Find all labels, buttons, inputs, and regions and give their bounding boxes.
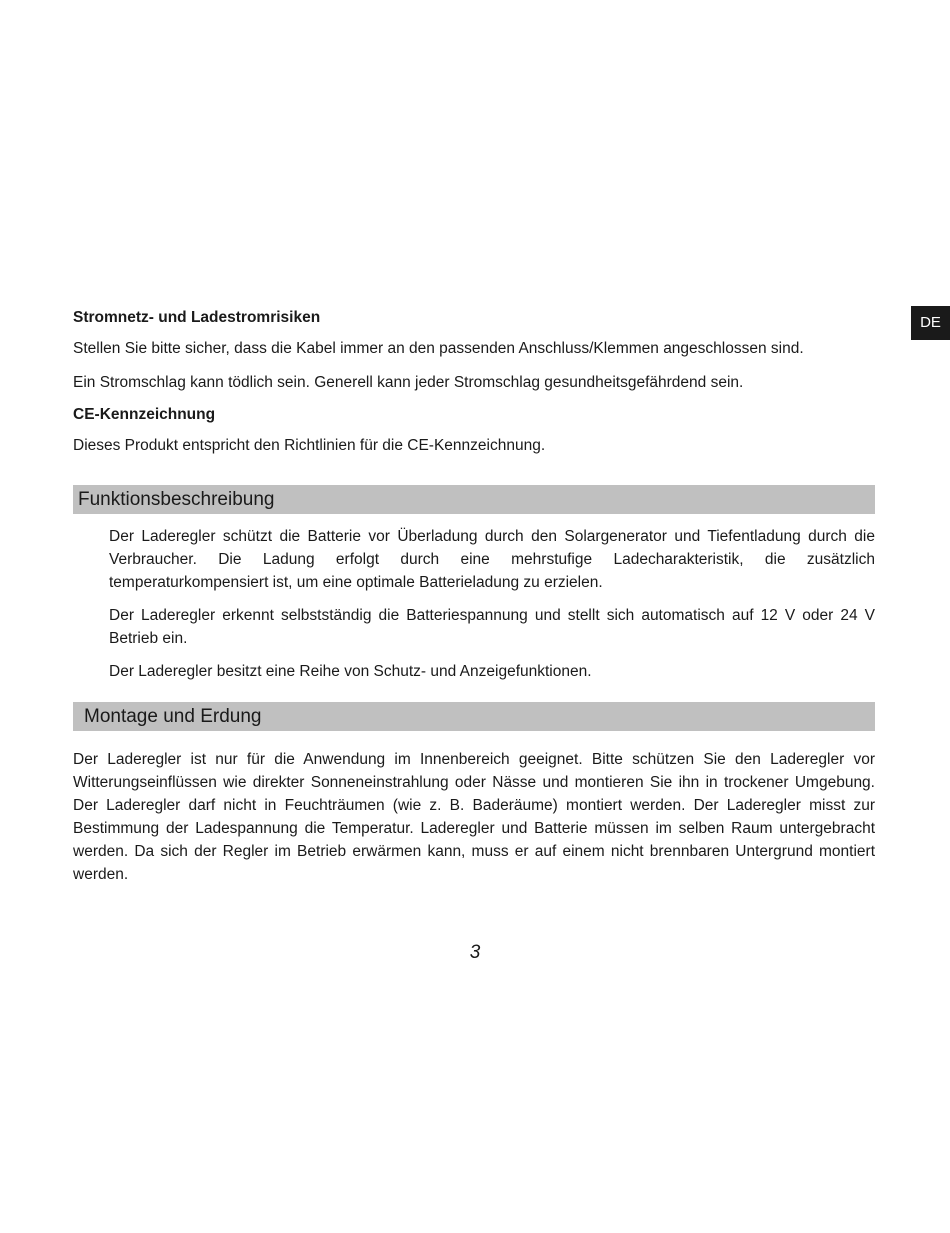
heading-ce: CE-Kennzeichnung [73, 406, 216, 423]
page-content [73, 306, 875, 897]
paragraph-ce: Dieses Produkt entspricht den Richtlinien für die CE-Kennzeichnung. [73, 437, 546, 454]
section-body-montage [73, 748, 875, 886]
paragraph-funktion-3: Der Laderegler besitzt eine Reihe von Schutz- und Anzeigefunktionen. [109, 663, 592, 680]
paragraph-kabel: Stellen Sie bitte sicher, dass die Kabel immer an den passenden Anschluss/Klemmen angeschlossen sind. [73, 340, 804, 357]
page-number: 3 [469, 942, 481, 963]
paragraph-stromschlag: Ein Stromschlag kann tödlich sein. Generell kann jeder Stromschlag gesundheitsgefährdend sein. [73, 374, 744, 391]
section-title-funktionsbeschreibung: Funktionsbeschreibung [73, 485, 875, 514]
heading-stromnetz: Stromnetz- und Ladestromrisiken [73, 309, 321, 326]
paragraph-funktion-2: Der Laderegler erkennt selbstständig die Batteriespannung und stellt sich automatisch auf 12 V oder 24 V Betrieb ein. [109, 607, 875, 647]
paragraph-funktion-1: Der Laderegler schützt die Batterie vor Überladung durch den Solargenerator und Tiefentladung durch die Verbraucher. Die Ladung erfolgt durch eine mehrstufige Ladecharakteristik, die zusätzlich temperaturkompensiert ist, um eine optimale Batterieladung zu erzielen. [109, 528, 875, 591]
section-body-funktionsbeschreibung [73, 525, 875, 683]
language-tab: DE [911, 306, 950, 340]
paragraph-montage: Der Laderegler ist nur für die Anwendung im Innenbereich geeignet. Bitte schützen Sie den Laderegler vor Witterungseinflüssen wie direkter Sonneneinstrahlung oder Nässe und montieren Sie ihn in trockener Umgebung. Der Laderegler darf nicht in Feuchträumen (wie z. B. Baderäume) montiert werden. Der Laderegler misst zur Bestimmung der Ladespannung die Temperatur. Laderegler und Batterie müssen im selben Raum untergebracht werden. Da sich der Regler im Betrieb erwärmen kann, muss er auf einem nicht brennbaren Untergrund montiert werden. [73, 751, 875, 883]
section-title-montage: Montage und Erdung [73, 702, 875, 731]
